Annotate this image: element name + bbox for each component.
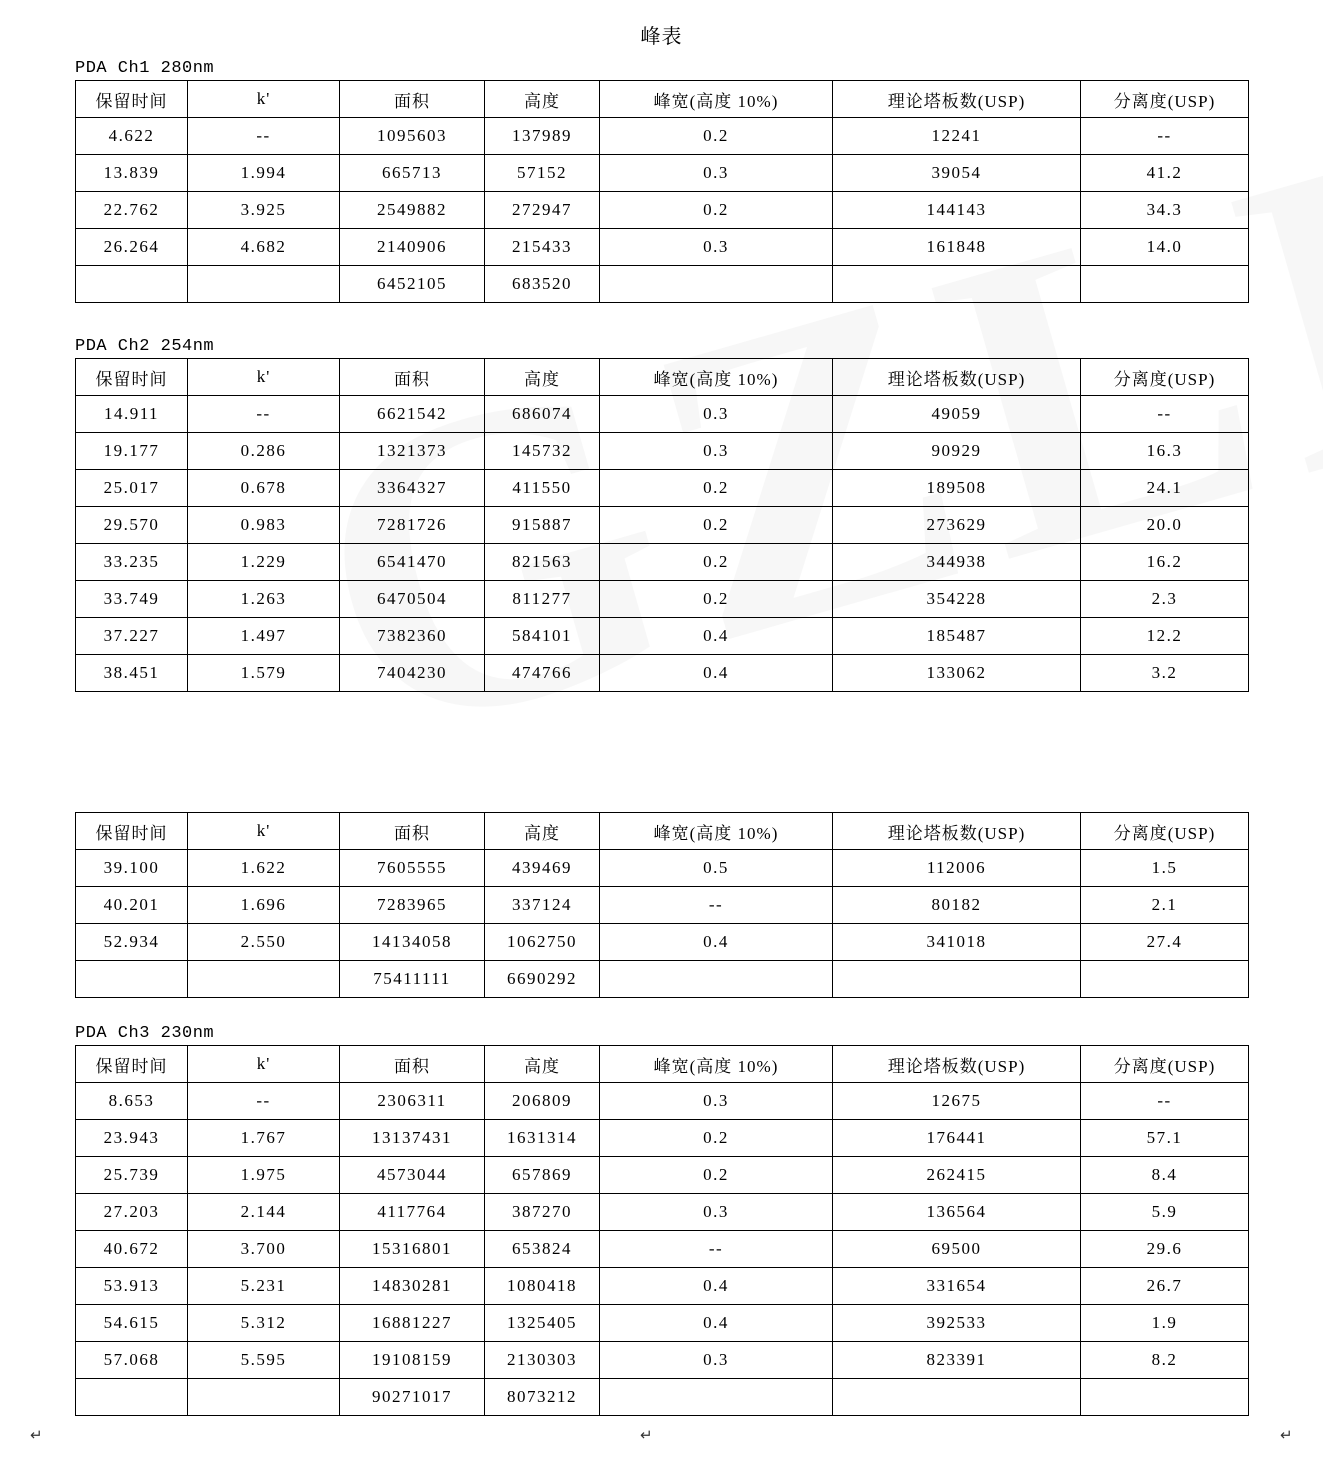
section-label-ch2: PDA Ch2 254nm: [75, 337, 215, 356]
cell-resolution: 14.0: [1081, 229, 1249, 266]
table-row: [76, 1342, 1249, 1379]
table-row: [76, 1157, 1249, 1194]
cell-plates: 112006: [833, 850, 1081, 887]
cell-k: 2.144: [188, 1194, 340, 1231]
cell-k: 0.286: [188, 433, 340, 470]
cell-k: [188, 266, 340, 303]
cell-peak-width: 0.2: [600, 118, 833, 155]
cell-plates: [833, 1379, 1081, 1416]
cell-height: 2130303: [485, 1342, 600, 1379]
pilcrow-mark-right: ↵: [1280, 1427, 1293, 1444]
cell-resolution: 1.5: [1081, 850, 1249, 887]
cell-resolution: 57.1: [1081, 1120, 1249, 1157]
col-header-retention-time: 保留时间: [76, 813, 188, 850]
cell-resolution: 24.1: [1081, 470, 1249, 507]
cell-retention-time: 37.227: [76, 618, 188, 655]
cell-peak-width: --: [600, 1231, 833, 1268]
section-label-ch3: PDA Ch3 230nm: [75, 1024, 215, 1043]
cell-retention-time: 38.451: [76, 655, 188, 692]
cell-peak-width: 0.4: [600, 924, 833, 961]
cell-height: 1080418: [485, 1268, 600, 1305]
cell-k: 1.767: [188, 1120, 340, 1157]
cell-peak-width: 0.2: [600, 1157, 833, 1194]
cell-peak-width: [600, 961, 833, 998]
col-header-height: 高度: [485, 81, 600, 118]
col-header-theoretical-plates: 理论塔板数(USP): [833, 1046, 1081, 1083]
cell-retention-time: 57.068: [76, 1342, 188, 1379]
table-row: [76, 507, 1249, 544]
cell-retention-time: 40.672: [76, 1231, 188, 1268]
cell-peak-width: 0.4: [600, 1305, 833, 1342]
cell-plates: 161848: [833, 229, 1081, 266]
page-title: 峰表: [640, 26, 683, 48]
cell-plates: 49059: [833, 396, 1081, 433]
col-header-height: 高度: [485, 1046, 600, 1083]
cell-resolution: 5.9: [1081, 1194, 1249, 1231]
cell-area: 6470504: [340, 581, 485, 618]
cell-plates: 185487: [833, 618, 1081, 655]
cell-area: 2140906: [340, 229, 485, 266]
cell-peak-width: 0.3: [600, 1194, 833, 1231]
table-row: [76, 396, 1249, 433]
cell-k: 1.579: [188, 655, 340, 692]
cell-area: 4573044: [340, 1157, 485, 1194]
paragraph-marks: [0, 1426, 1323, 1454]
cell-peak-width: 0.2: [600, 507, 833, 544]
col-header-area: 面积: [340, 359, 485, 396]
col-header-k: k': [188, 81, 340, 118]
cell-area: 1095603: [340, 118, 485, 155]
cell-peak-width: 0.2: [600, 1120, 833, 1157]
cell-retention-time: 52.934: [76, 924, 188, 961]
cell-height: 1062750: [485, 924, 600, 961]
table-total-row: [76, 1379, 1249, 1416]
cell-k: 2.550: [188, 924, 340, 961]
cell-k: 1.263: [188, 581, 340, 618]
col-header-resolution: 分离度(USP): [1081, 81, 1249, 118]
table-row: [76, 1194, 1249, 1231]
cell-plates: 392533: [833, 1305, 1081, 1342]
cell-height-total: 6690292: [485, 961, 600, 998]
cell-plates: 344938: [833, 544, 1081, 581]
table-row: [76, 192, 1249, 229]
cell-area-total: 6452105: [340, 266, 485, 303]
table-total-row: [76, 961, 1249, 998]
cell-height: 439469: [485, 850, 600, 887]
cell-height: 584101: [485, 618, 600, 655]
cell-k: 0.983: [188, 507, 340, 544]
cell-area-total: 75411111: [340, 961, 485, 998]
cell-resolution: 20.0: [1081, 507, 1249, 544]
cell-resolution: 1.9: [1081, 1305, 1249, 1342]
table-header-row: [76, 81, 1249, 118]
cell-height: 474766: [485, 655, 600, 692]
cell-height: 915887: [485, 507, 600, 544]
cell-peak-width: 0.3: [600, 433, 833, 470]
col-header-peak-width: 峰宽(高度 10%): [600, 81, 833, 118]
col-header-height: 高度: [485, 813, 600, 850]
cell-plates: [833, 961, 1081, 998]
col-header-peak-width: 峰宽(高度 10%): [600, 1046, 833, 1083]
cell-retention-time: [76, 1379, 188, 1416]
cell-resolution: 27.4: [1081, 924, 1249, 961]
cell-k: 4.682: [188, 229, 340, 266]
table-row: [76, 924, 1249, 961]
col-header-k: k': [188, 813, 340, 850]
table-row: [76, 1120, 1249, 1157]
cell-plates: 341018: [833, 924, 1081, 961]
cell-peak-width: 0.2: [600, 544, 833, 581]
cell-resolution: 8.2: [1081, 1342, 1249, 1379]
col-header-retention-time: 保留时间: [76, 359, 188, 396]
cell-area: 7283965: [340, 887, 485, 924]
cell-plates: 176441: [833, 1120, 1081, 1157]
cell-height: 821563: [485, 544, 600, 581]
cell-peak-width: 0.2: [600, 470, 833, 507]
cell-area: 2306311: [340, 1083, 485, 1120]
cell-height: 137989: [485, 118, 600, 155]
cell-peak-width: 0.3: [600, 1083, 833, 1120]
cell-area: 4117764: [340, 1194, 485, 1231]
cell-k: 1.696: [188, 887, 340, 924]
table-row: [76, 618, 1249, 655]
cell-resolution: 12.2: [1081, 618, 1249, 655]
table-row: [76, 470, 1249, 507]
table-row: [76, 229, 1249, 266]
cell-area: 7281726: [340, 507, 485, 544]
cell-area: 6621542: [340, 396, 485, 433]
peak-table-ch3: [75, 1045, 1249, 1416]
cell-k: 1.497: [188, 618, 340, 655]
cell-area: 15316801: [340, 1231, 485, 1268]
col-header-theoretical-plates: 理论塔板数(USP): [833, 359, 1081, 396]
cell-area: 16881227: [340, 1305, 485, 1342]
cell-k: 1.994: [188, 155, 340, 192]
table-row: [76, 581, 1249, 618]
peak-table-ch1: [75, 80, 1249, 303]
cell-area: 2549882: [340, 192, 485, 229]
cell-height: 206809: [485, 1083, 600, 1120]
cell-k: [188, 961, 340, 998]
cell-peak-width: [600, 1379, 833, 1416]
cell-resolution: 16.2: [1081, 544, 1249, 581]
document-page: [0, 20, 1323, 1460]
table-row: [76, 118, 1249, 155]
col-header-retention-time: 保留时间: [76, 1046, 188, 1083]
cell-retention-time: 33.749: [76, 581, 188, 618]
cell-peak-width: 0.2: [600, 581, 833, 618]
cell-retention-time: [76, 266, 188, 303]
col-header-theoretical-plates: 理论塔板数(USP): [833, 813, 1081, 850]
cell-area: 7382360: [340, 618, 485, 655]
cell-height: 1325405: [485, 1305, 600, 1342]
col-header-k: k': [188, 359, 340, 396]
cell-peak-width: 0.3: [600, 229, 833, 266]
document-content: [0, 20, 1323, 1454]
cell-plates: 273629: [833, 507, 1081, 544]
cell-plates: 133062: [833, 655, 1081, 692]
table-row: [76, 544, 1249, 581]
cell-retention-time: 23.943: [76, 1120, 188, 1157]
col-header-resolution: 分离度(USP): [1081, 813, 1249, 850]
cell-height: 686074: [485, 396, 600, 433]
cell-retention-time: 33.235: [76, 544, 188, 581]
cell-resolution: 2.3: [1081, 581, 1249, 618]
cell-area-total: 90271017: [340, 1379, 485, 1416]
cell-retention-time: 14.911: [76, 396, 188, 433]
cell-plates: 262415: [833, 1157, 1081, 1194]
cell-plates: [833, 266, 1081, 303]
cell-retention-time: 25.739: [76, 1157, 188, 1194]
cell-height: 215433: [485, 229, 600, 266]
table-header-row: [76, 1046, 1249, 1083]
cell-resolution: [1081, 961, 1249, 998]
cell-peak-width: 0.3: [600, 155, 833, 192]
col-header-retention-time: 保留时间: [76, 81, 188, 118]
col-header-k: k': [188, 1046, 340, 1083]
col-header-area: 面积: [340, 813, 485, 850]
col-header-height: 高度: [485, 359, 600, 396]
section-label-ch1: PDA Ch1 280nm: [75, 59, 215, 78]
cell-resolution: --: [1081, 396, 1249, 433]
cell-retention-time: 4.622: [76, 118, 188, 155]
spacer: [0, 998, 1323, 1024]
table-row: [76, 1083, 1249, 1120]
cell-resolution: 2.1: [1081, 887, 1249, 924]
cell-height-total: 8073212: [485, 1379, 600, 1416]
cell-resolution: 34.3: [1081, 192, 1249, 229]
cell-plates: 39054: [833, 155, 1081, 192]
section-ch2-continued: [75, 812, 1248, 998]
col-header-peak-width: 峰宽(高度 10%): [600, 813, 833, 850]
cell-k: --: [188, 118, 340, 155]
cell-area: 6541470: [340, 544, 485, 581]
cell-height: 272947: [485, 192, 600, 229]
cell-retention-time: [76, 961, 188, 998]
table-row: [76, 1268, 1249, 1305]
cell-area: 665713: [340, 155, 485, 192]
cell-plates: 12675: [833, 1083, 1081, 1120]
cell-retention-time: 26.264: [76, 229, 188, 266]
cell-k: --: [188, 396, 340, 433]
cell-retention-time: 22.762: [76, 192, 188, 229]
section-ch2: [75, 337, 1248, 692]
section-ch3: [75, 1024, 1248, 1416]
peak-table-continued: [75, 812, 1249, 998]
cell-k: 0.678: [188, 470, 340, 507]
cell-plates: 331654: [833, 1268, 1081, 1305]
cell-resolution: 8.4: [1081, 1157, 1249, 1194]
cell-height: 145732: [485, 433, 600, 470]
cell-peak-width: --: [600, 887, 833, 924]
cell-resolution: 16.3: [1081, 433, 1249, 470]
cell-resolution: 41.2: [1081, 155, 1249, 192]
cell-height: 337124: [485, 887, 600, 924]
table-row: [76, 887, 1249, 924]
pilcrow-mark-left: ↵: [30, 1427, 43, 1444]
table-row: [76, 155, 1249, 192]
col-header-peak-width: 峰宽(高度 10%): [600, 359, 833, 396]
cell-plates: 189508: [833, 470, 1081, 507]
cell-plates: 80182: [833, 887, 1081, 924]
cell-area: 14830281: [340, 1268, 485, 1305]
spacer: [0, 303, 1323, 337]
col-header-theoretical-plates: 理论塔板数(USP): [833, 81, 1081, 118]
cell-resolution: [1081, 1379, 1249, 1416]
cell-resolution: --: [1081, 1083, 1249, 1120]
col-header-area: 面积: [340, 81, 485, 118]
cell-retention-time: 54.615: [76, 1305, 188, 1342]
cell-retention-time: 39.100: [76, 850, 188, 887]
cell-height: 411550: [485, 470, 600, 507]
cell-peak-width: [600, 266, 833, 303]
cell-area: 1321373: [340, 433, 485, 470]
cell-peak-width: 0.4: [600, 1268, 833, 1305]
cell-retention-time: 8.653: [76, 1083, 188, 1120]
cell-area: 14134058: [340, 924, 485, 961]
pilcrow-mark-middle: ↵: [640, 1427, 653, 1444]
cell-k: 1.975: [188, 1157, 340, 1194]
cell-height-total: 683520: [485, 266, 600, 303]
table-total-row: [76, 266, 1249, 303]
cell-plates: 136564: [833, 1194, 1081, 1231]
col-header-resolution: 分离度(USP): [1081, 1046, 1249, 1083]
cell-retention-time: 19.177: [76, 433, 188, 470]
section-ch1: [75, 59, 1248, 303]
cell-k: [188, 1379, 340, 1416]
cell-plates: 90929: [833, 433, 1081, 470]
cell-plates: 823391: [833, 1342, 1081, 1379]
col-header-resolution: 分离度(USP): [1081, 359, 1249, 396]
cell-k: 1.229: [188, 544, 340, 581]
cell-height: 657869: [485, 1157, 600, 1194]
cell-resolution: 29.6: [1081, 1231, 1249, 1268]
cell-retention-time: 53.913: [76, 1268, 188, 1305]
cell-retention-time: 40.201: [76, 887, 188, 924]
cell-peak-width: 0.3: [600, 396, 833, 433]
cell-area: 7404230: [340, 655, 485, 692]
cell-k: 3.925: [188, 192, 340, 229]
cell-k: 3.700: [188, 1231, 340, 1268]
cell-retention-time: 13.839: [76, 155, 188, 192]
cell-area: 13137431: [340, 1120, 485, 1157]
cell-peak-width: 0.5: [600, 850, 833, 887]
cell-plates: 69500: [833, 1231, 1081, 1268]
cell-resolution: 26.7: [1081, 1268, 1249, 1305]
col-header-area: 面积: [340, 1046, 485, 1083]
cell-peak-width: 0.4: [600, 618, 833, 655]
cell-retention-time: 25.017: [76, 470, 188, 507]
peak-table-ch2: [75, 358, 1249, 692]
table-row: [76, 1231, 1249, 1268]
cell-plates: 144143: [833, 192, 1081, 229]
cell-resolution: --: [1081, 118, 1249, 155]
cell-height: 811277: [485, 581, 600, 618]
cell-retention-time: 27.203: [76, 1194, 188, 1231]
cell-area: 19108159: [340, 1342, 485, 1379]
cell-k: 1.622: [188, 850, 340, 887]
cell-area: 7605555: [340, 850, 485, 887]
cell-retention-time: 29.570: [76, 507, 188, 544]
cell-height: 57152: [485, 155, 600, 192]
cell-plates: 12241: [833, 118, 1081, 155]
cell-height: 387270: [485, 1194, 600, 1231]
cell-area: 3364327: [340, 470, 485, 507]
table-row: [76, 655, 1249, 692]
table-row: [76, 850, 1249, 887]
cell-peak-width: 0.2: [600, 192, 833, 229]
cell-peak-width: 0.4: [600, 655, 833, 692]
cell-height: 653824: [485, 1231, 600, 1268]
cell-k: --: [188, 1083, 340, 1120]
cell-k: 5.231: [188, 1268, 340, 1305]
cell-resolution: 3.2: [1081, 655, 1249, 692]
table-row: [76, 433, 1249, 470]
table-row: [76, 1305, 1249, 1342]
cell-height: 1631314: [485, 1120, 600, 1157]
spacer: [0, 692, 1323, 812]
cell-plates: 354228: [833, 581, 1081, 618]
cell-resolution: [1081, 266, 1249, 303]
cell-peak-width: 0.3: [600, 1342, 833, 1379]
table-header-row: [76, 359, 1249, 396]
cell-k: 5.595: [188, 1342, 340, 1379]
cell-k: 5.312: [188, 1305, 340, 1342]
table-header-row: [76, 813, 1249, 850]
